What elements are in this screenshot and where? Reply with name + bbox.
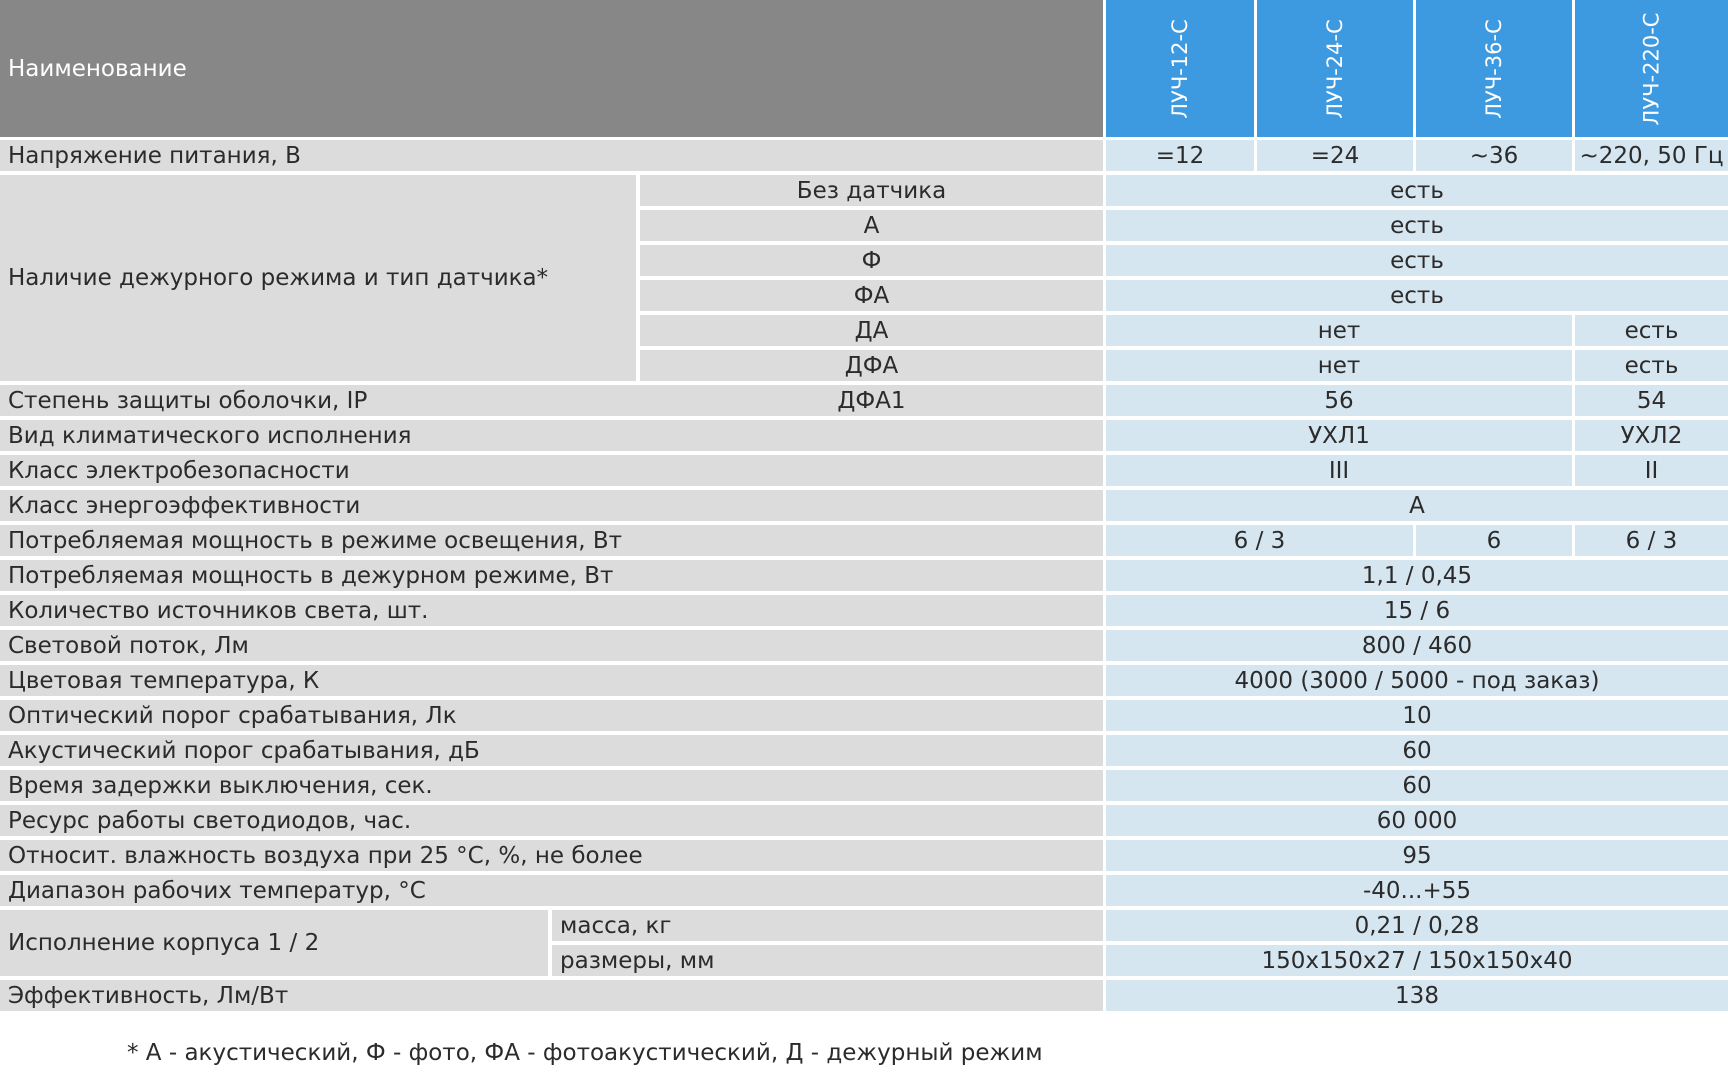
sensor-da-value-220: есть [1575,315,1728,346]
voltage-36: ~36 [1416,140,1572,171]
sensor-none: Без датчика [640,175,1103,206]
delay-label: Время задержки выключения, сек. [0,770,1103,801]
header-name-cell: Наименование [0,0,1103,137]
sensor-f: Ф [640,245,1103,276]
resource-label: Ресурс работы светодиодов, час. [0,805,1103,836]
el-safety-value-220: II [1575,455,1728,486]
voltage-220: ~220, 50 Гц [1575,140,1728,171]
model-header-24: ЛУЧ-24-С [1257,0,1413,137]
sensor-fa: ФА [640,280,1103,311]
energy-class-label: Класс энергоэффективности [0,490,1103,521]
power-duty-label: Потребляемая мощность в дежурном режиме, Вт [0,560,1103,591]
humidity-value: 95 [1106,840,1728,871]
voltage-label: Напряжение питания, В [0,140,1103,171]
sensor-dfa-value-220: есть [1575,350,1728,381]
el-safety-label: Класс электробезопасности [0,455,1103,486]
sensor-a-value: есть [1106,210,1728,241]
sensor-da: ДА [640,315,1103,346]
color-temp-value: 4000 (3000 / 5000 - под заказ) [1106,665,1728,696]
sensor-none-value: есть [1106,175,1728,206]
efficiency-value: 138 [1106,980,1728,1011]
sources-value: 15 / 6 [1106,595,1728,626]
delay-value: 60 [1106,770,1728,801]
energy-class-value: А [1106,490,1728,521]
optical-label: Оптический порог срабатывания, Лк [0,700,1103,731]
sensor-fa-value: есть [1106,280,1728,311]
sensor-f-value: есть [1106,245,1728,276]
ip-value-low: 56 [1106,385,1572,416]
model-header-36: ЛУЧ-36-С [1416,0,1572,137]
el-safety-value-low: III [1106,455,1572,486]
voltage-24: =24 [1257,140,1413,171]
humidity-label: Относит. влажность воздуха при 25 °C, %, не более [0,840,1103,871]
power-light-value-220: 6 / 3 [1575,525,1728,556]
sensor-dfa-value-low: нет [1106,350,1572,381]
resource-value: 60 000 [1106,805,1728,836]
power-duty-value: 1,1 / 0,45 [1106,560,1728,591]
sources-label: Количество источников света, шт. [0,595,1103,626]
model-header-220: ЛУЧ-220-С [1575,0,1728,137]
flux-label: Световой поток, Лм [0,630,1103,661]
housing-size-label: размеры, мм [552,945,1103,976]
efficiency-label: Эффективность, Лм/Вт [0,980,1103,1011]
climate-value-low: УХЛ1 [1106,420,1572,451]
climate-label: Вид климатического исполнения [0,420,1103,451]
temp-range-value: -40...+55 [1106,875,1728,906]
temp-range-label: Диапазон рабочих температур, °C [0,875,1103,906]
housing-label: Исполнение корпуса 1 / 2 [0,910,548,976]
voltage-12: =12 [1106,140,1254,171]
optical-value: 10 [1106,700,1728,731]
flux-value: 800 / 460 [1106,630,1728,661]
color-temp-label: Цветовая температура, К [0,665,1103,696]
ip-sub-label: ДФА1 [837,387,906,414]
housing-size-value: 150x150x27 / 150x150x40 [1106,945,1728,976]
sensor-da-value-low: нет [1106,315,1572,346]
housing-mass-label: масса, кг [552,910,1103,941]
model-header-12: ЛУЧ-12-С [1106,0,1254,137]
sensor-dfa: ДФА [640,350,1103,381]
ip-label: Степень защиты оболочки, IP [0,385,1103,416]
power-light-value-12-24: 6 / 3 [1106,525,1413,556]
climate-value-220: УХЛ2 [1575,420,1728,451]
power-light-label: Потребляемая мощность в режиме освещения, Вт [0,525,1103,556]
acoustic-label: Акустический порог срабатывания, дБ [0,735,1103,766]
footnote: * А - акустический, Ф - фото, ФА - фотоакустический, Д - дежурный режим [127,1040,1043,1066]
ip-value-220: 54 [1575,385,1728,416]
sensor-a: А [640,210,1103,241]
duty-mode-label: Наличие дежурного режима и тип датчика* [0,175,636,381]
acoustic-value: 60 [1106,735,1728,766]
power-light-value-36: 6 [1416,525,1572,556]
housing-mass-value: 0,21 / 0,28 [1106,910,1728,941]
